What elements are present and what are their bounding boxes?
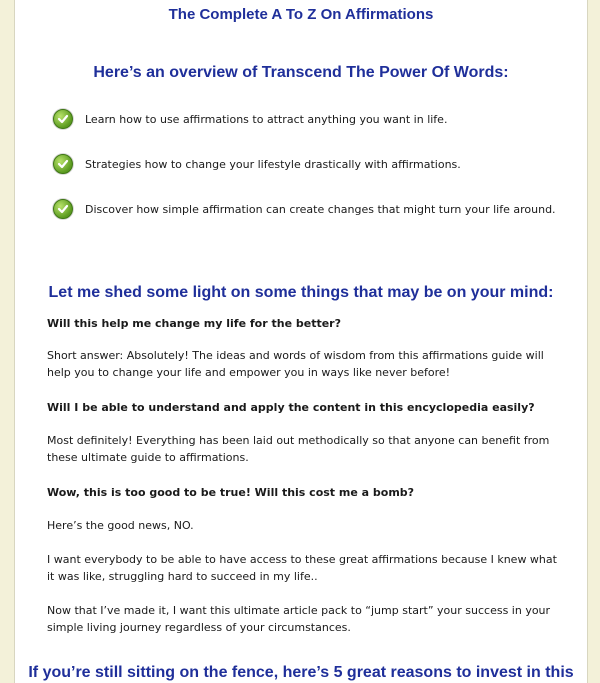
bullet-text: Learn how to use affirmations to attract anything you want in life. <box>85 112 448 126</box>
faq-question: Wow, this is too good to be true! Will this cost me a bomb? <box>47 486 415 499</box>
checkmark-icon <box>53 199 73 219</box>
bullet-item <box>53 152 461 176</box>
checkmark-icon <box>53 109 73 129</box>
overview-heading: Here’s an overview of Transcend The Power Of Words: <box>93 64 509 81</box>
faq-answer: Now that I’ve made it, I want this ultimate article pack to “jump start” your success in your simple living journey regardless of your circumstances. <box>47 604 551 634</box>
reasons-heading: If you’re still sitting on the fence, here’s 5 great reasons to invest in this <box>28 664 574 681</box>
faq-question: Will I be able to understand and apply the content in this encyclopedia easily? <box>47 401 535 414</box>
page-title: The Complete A To Z On Affirmations <box>168 6 434 23</box>
bullet-item <box>53 107 447 131</box>
checkmark-icon <box>53 154 73 174</box>
faq-heading: Let me shed some light on some things that may be on your mind: <box>48 284 554 301</box>
bullet-item <box>53 197 556 221</box>
faq-answer: Short answer: Absolutely! The ideas and words of wisdom from this affirmations guide will help you to change your life and empower you in ways like never before! <box>47 349 544 379</box>
bullet-text: Discover how simple affirmation can create changes that might turn your life around. <box>85 202 556 216</box>
faq-answer: I want everybody to be able to have access to these great affirmations because I knew what it was like, struggling hard to succeed in my life.. <box>47 553 557 583</box>
bullet-text: Strategies how to change your lifestyle drastically with affirmations. <box>85 157 461 171</box>
faq-answer: Most definitely! Everything has been laid out methodically so that anyone can benefit from these ultimate guide to affirmations. <box>47 434 550 464</box>
faq-answer: Here’s the good news, NO. <box>47 519 194 532</box>
content-page <box>14 0 588 683</box>
faq-question: Will this help me change my life for the better? <box>47 317 341 330</box>
